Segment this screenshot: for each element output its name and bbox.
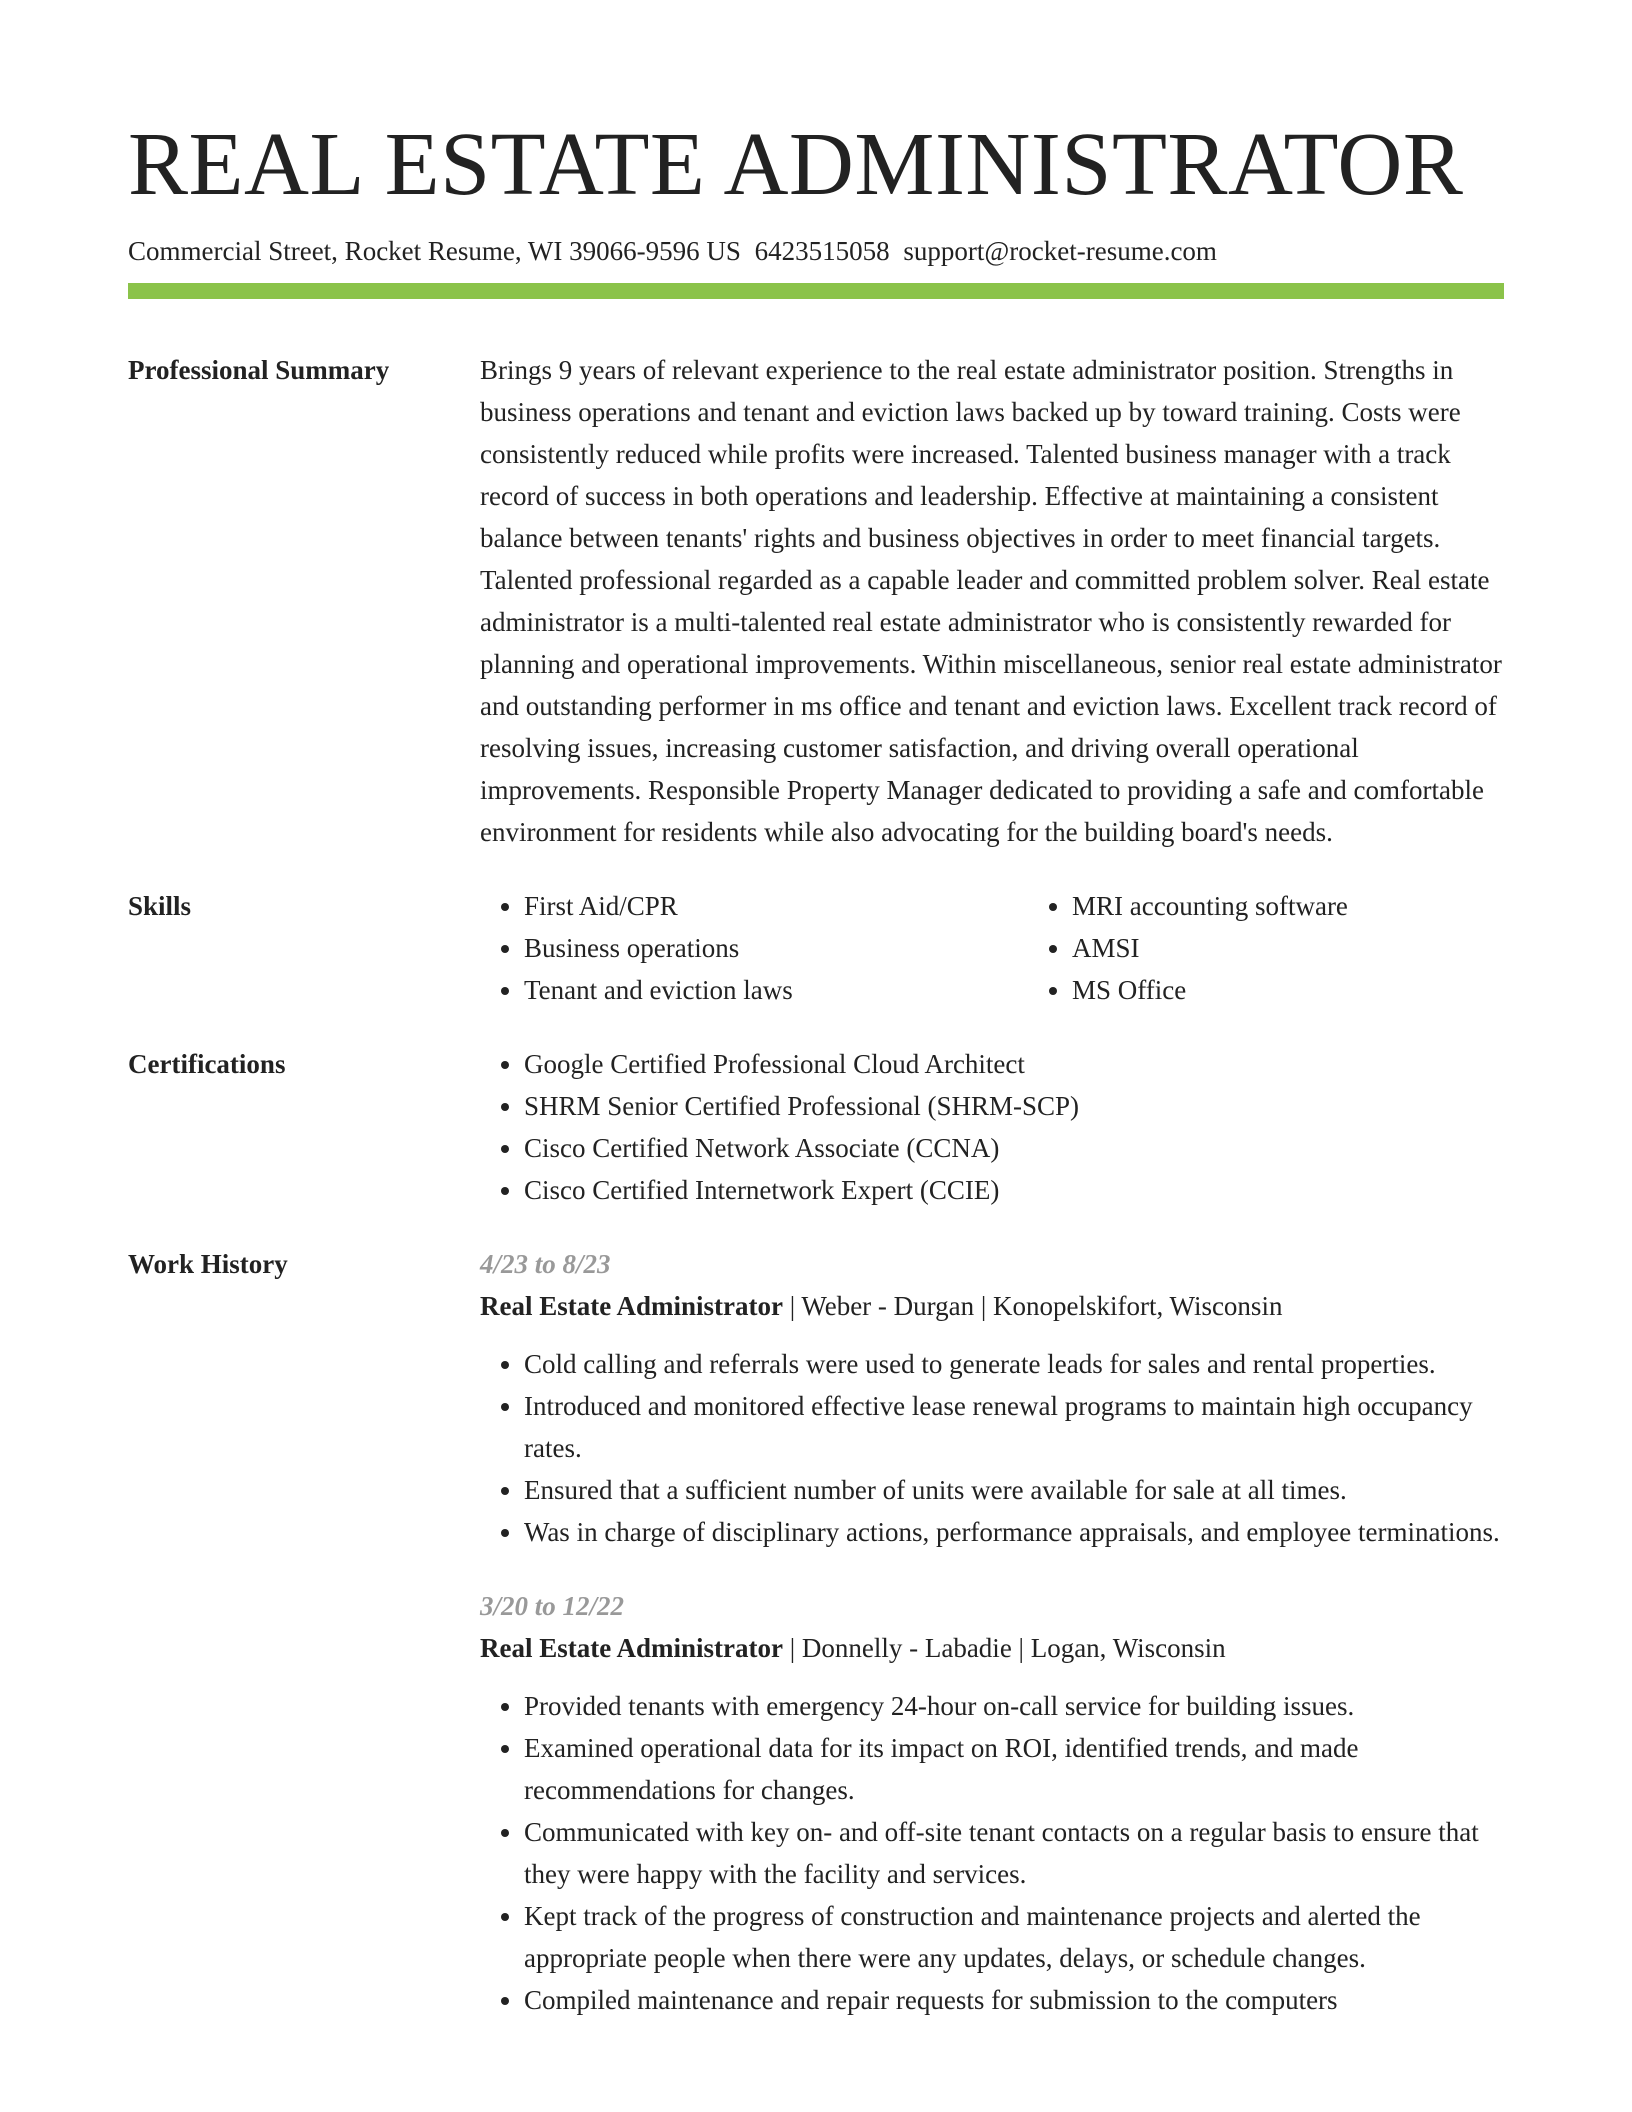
job-bullet: • Cold calling and referrals were used to generate leads for sales and rental properties. [524,1343,1504,1385]
job-details: | Donnelly - Labadie | Logan, Wisconsin [782,1633,1226,1664]
skill-item: • Business operations [524,927,1028,969]
job-bullet: • Was in charge of disciplinary actions, performance appraisals, and employee terminations. [524,1511,1504,1553]
job-bullet: • Ensured that a sufficient number of units were available for sale at all times. [524,1469,1504,1511]
skill-item: • First Aid/CPR [524,885,1028,927]
job-bullet: • Provided tenants with emergency 24-hour on-call service for building issues. [524,1685,1504,1727]
skills-section [128,885,1504,1011]
skill-item: • MS Office [1072,969,1576,1011]
job-title-line [480,1627,1504,1669]
skills-heading: Skills [128,891,192,922]
skills-column-1 [480,885,1028,1011]
job-dates: 4/23 to 8/23 [480,1249,611,1280]
job-bullet: • Examined operational data for its impact on ROI, identified trends, and made recommendations for changes. [524,1727,1504,1811]
certifications-section [128,1043,1504,1211]
certifications-heading: Certifications [128,1049,286,1080]
certifications-list [480,1043,1504,1211]
job-bullets [480,1343,1504,1553]
summary-section [128,349,1504,853]
header-divider [128,283,1504,299]
certification-item: • SHRM Senior Certified Professional (SHRM-SCP) [524,1085,1504,1127]
job-bullets [480,1685,1504,2021]
skill-item: • Tenant and eviction laws [524,969,1028,1011]
skill-item: • MRI accounting software [1072,885,1576,927]
job-dates: 3/20 to 12/22 [480,1591,625,1622]
summary-text: Brings 9 years of relevant experience to the real estate administrator position. Strengths in business operations and tenant and eviction laws backed up by toward training. Costs were consistently reduced while profits were increased. Talented business manager with a track record of success in both operations and leadership. Effective at maintaining a consistent balance between tenants' rights and business objectives in order to meet financial targets. Talented professional regarded as a capable leader and committed problem solver. Real estate administrator is a multi-talented real estate administrator who is consistently rewarded for planning and operational improvements. Within miscellaneous, senior real estate administrator and outstanding performer in ms office and tenant and eviction laws. Excellent track record of resolving issues, increasing customer satisfaction, and driving overall operational improvements. Responsible Property Manager dedicated to providing a safe and comfortable environment for residents while also advocating for the building board's needs. [480,355,1502,848]
summary-heading: Professional Summary [128,355,390,386]
contact-email: support@rocket-resume.com [903,236,1217,266]
job-bullet: • Compiled maintenance and repair requests for submission to the computers [524,1979,1504,2021]
job-bullet: • Kept track of the progress of construction and maintenance projects and alerted the appropriate people when there were any updates, delays, or schedule changes. [524,1895,1504,1979]
job-title: Real Estate Administrator [480,1633,783,1664]
resume-page [128,115,1504,2021]
skills-column-2 [1028,885,1576,1011]
resume-name: REAL ESTATE ADMINISTRATOR [128,115,1464,214]
contact-phone: 6423515058 [754,236,890,266]
job-bullet: • Communicated with key on- and off-site tenant contacts on a regular basis to ensure that they were happy with the facility and services. [524,1811,1504,1895]
contact-line [128,234,1504,269]
job-details: | Weber - Durgan | Konopelskifort, Wisconsin [782,1291,1283,1322]
job-bullet: • Introduced and monitored effective lease renewal programs to maintain high occupancy rates. [524,1385,1504,1469]
job-entry [480,1243,1504,1553]
work-history-heading: Work History [128,1249,288,1280]
certification-item: • Cisco Certified Internetwork Expert (CCIE) [524,1169,1504,1211]
job-entry [480,1585,1504,2021]
certification-item: • Google Certified Professional Cloud Architect [524,1043,1504,1085]
job-title: Real Estate Administrator [480,1291,783,1322]
job-title-line [480,1285,1504,1327]
contact-address: Commercial Street, Rocket Resume, WI 39066-9596 US [128,236,741,266]
work-history-section [128,1243,1504,2021]
certification-item: • Cisco Certified Network Associate (CCNA) [524,1127,1504,1169]
skill-item: • AMSI [1072,927,1576,969]
